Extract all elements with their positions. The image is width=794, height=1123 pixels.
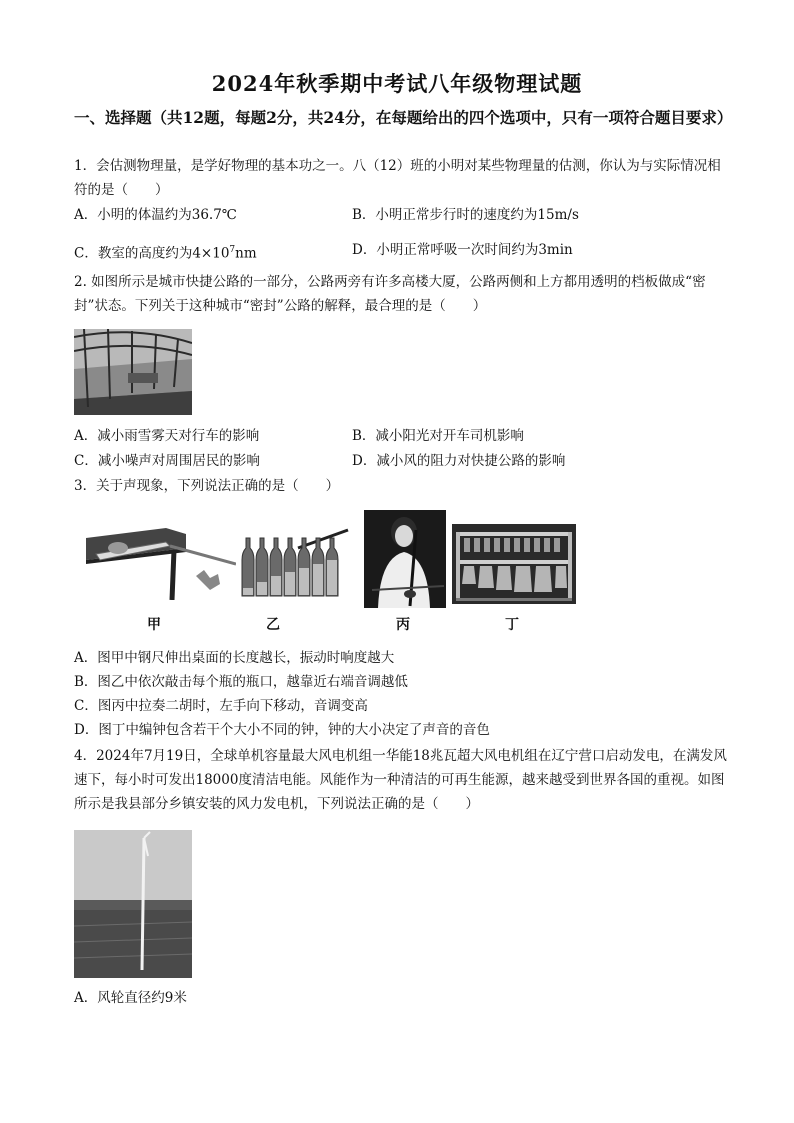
expressway-photo [74,329,192,415]
question-4-option-a: A．风轮直径约9米 [74,990,187,1006]
question-1-option-c: C．教室的高度约为$4\times 10^7nm$ [74,245,257,262]
question-3-option-d: D．图丁中编钟包含若干个大小不同的钟，钟的大小决定了声音的音色 [74,722,490,738]
section-heading: 一、选择题（共12题，每题2分，共24分，在每题给出的四个选项中，只有一项符合题目要求） [74,108,733,127]
figure-bing-erhu [364,510,446,608]
caption-jia: 甲 [147,617,161,633]
question-2-option-a: A．减小雨雪雾天对行车的影响 [74,428,260,444]
question-3-option-b: B．图乙中依次敲击每个瓶的瓶口，越靠近右端音调越低 [74,674,408,690]
question-3-option-c: C．图丙中拉奏二胡时，左手向下移动，音调变高 [74,698,368,714]
question-1-option-a: A．小明的体温约为36.7℃ [74,207,237,223]
caption-bing: 丙 [396,617,410,633]
question-1-stem: 1．会估测物理量，是学好物理的基本功之一。八（12）班的小明对某些物理量的估测，你认为与实际情况相符的是（ ） [74,158,721,198]
caption-yi: 乙 [266,617,280,633]
wind-turbine-photo [74,830,192,978]
question-2-option-c: C．减小噪声对周围居民的影响 [74,453,260,469]
question-3-stem: 3．关于声现象，下列说法正确的是（ ） [74,478,340,494]
question-2-option-b: B．减小阳光对开车司机影响 [352,428,524,444]
question-2-stem: 2. 如图所示是城市快捷公路的一部分，公路两旁有许多高楼大厦，公路两侧和上方都用透明的档板做成“密封”状态。下列关于这种城市“密封”公路的解释，最合理的是（ ） [74,274,706,314]
figure-jia-ruler [86,524,236,600]
question-1-option-d: D．小明正常呼吸一次时间约为3min [352,242,573,258]
figure-ding-bells [452,524,576,604]
question-3-option-a: A．图甲中钢尺伸出桌面的长度越长，振动时响度越大 [74,650,395,666]
page-title: 2024年秋季期中考试八年级物理试题 [211,71,583,96]
question-4-stem: 4．2024年7月19日，全球单机容量最大风电机组一华能18兆瓦超大风电机组在辽宁营口启动发电，在满发风速下，每小时可发出18000度清洁电能。风能作为一种清洁的可再生能源，越来越受到世界各国的重视。如图所示是我县部分乡镇安装的风力发电机，下列说法正确的是（ ） [74,748,727,812]
question-1-option-b: B．小明正常步行时的速度约为15m/s [352,207,579,223]
caption-ding: 丁 [505,617,519,633]
question-2-option-d: D．减小风的阻力对快捷公路的影响 [352,453,566,469]
figure-yi-bottles [238,526,350,598]
